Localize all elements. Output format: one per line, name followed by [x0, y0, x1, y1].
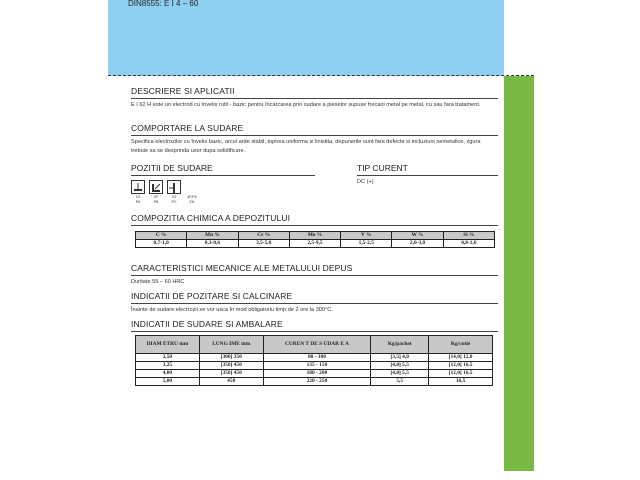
section-title: POZITII DE SUDARE: [131, 163, 213, 173]
position-code-top: 2G: [171, 195, 177, 199]
section-title: DESCRIERE SI APLICATII: [131, 86, 235, 96]
current-type-section: [357, 163, 498, 185]
table-cell: [350] 450: [199, 370, 263, 378]
table-cell: [350] 450: [199, 362, 263, 370]
dashed-divider: [108, 75, 534, 76]
table-cell: 5,00: [136, 378, 200, 386]
section-rule: [357, 175, 498, 176]
green-side-bar: [504, 76, 534, 471]
mechanical-section: [131, 263, 498, 287]
table-cell: 220 - 250: [263, 378, 371, 386]
section-text: Înainte de sudare electrozii se vor usca în mod obligatoriu timp de 2 ore la 300°C.: [131, 307, 333, 313]
column-header: Mn %: [187, 232, 238, 240]
section-rule: [131, 98, 498, 99]
table-cell: 0,3-0,6: [187, 240, 238, 248]
column-header: Cr %: [238, 232, 289, 240]
table-cell: 4,00: [136, 370, 200, 378]
section-rule: [131, 303, 498, 304]
position-icon-en: [185, 180, 199, 204]
table-cell: [300] 350: [199, 354, 263, 362]
table-cell: 1,5-2,5: [341, 240, 392, 248]
welding-packaging-table: [135, 335, 493, 386]
chemistry-table: [135, 231, 495, 248]
flat-position-icon: [131, 180, 145, 194]
chemistry-section: [131, 213, 498, 226]
position-code-bottom: PA: [135, 200, 141, 204]
column-header: Kg/cutie: [429, 336, 493, 354]
position-code-bottom: PC: [171, 200, 177, 204]
welding-section: [131, 319, 498, 332]
section-title: INDICATII DE SUDARE SI AMBALARE: [131, 319, 283, 329]
table-cell: 80 - 100: [263, 354, 371, 362]
table-cell: [14,0] 12,0: [429, 354, 493, 362]
table-cell: [3,5] 4,0: [371, 354, 429, 362]
column-header: Si %: [443, 232, 494, 240]
positions-section: [131, 163, 315, 204]
table-cell: 5,5: [371, 378, 429, 386]
table-header-row: [136, 336, 493, 354]
table-cell: 2,0-3,0: [392, 240, 443, 248]
table-cell: 3,5-5,0: [238, 240, 289, 248]
standard-code: DIN8555: E I 4 – 60: [128, 0, 199, 8]
table-row: [136, 378, 493, 386]
section-text: E I 62 H este un electrod cu învelis rutil - bazic pentru încarcarea prin sudare a pieselor supuse frecarii metal pe metal, cu sau fara tratament.: [131, 102, 481, 108]
section-text: Duritate 55 – 60 HRC: [131, 279, 185, 285]
section-title: CARACTERISTICI MECANICE ALE METALULUI DEPUS: [131, 263, 353, 273]
table-cell: 16,5: [429, 378, 493, 386]
position-code-bottom: EN: [189, 200, 195, 204]
header-band: [108, 0, 504, 76]
position-code-top: 4F/FA: [187, 195, 197, 199]
table-cell: 0,7-1,0: [136, 240, 187, 248]
table-cell: 2,5-9,5: [289, 240, 340, 248]
section-title: TIP CURENT: [357, 163, 408, 173]
description-section: [131, 86, 498, 110]
section-title: COMPOZITIA CHIMICA A DEPOZITULUI: [131, 213, 291, 223]
column-header: CUREN T DE S UDAR E A: [263, 336, 371, 354]
table-cell: [12,0] 16,5: [429, 362, 493, 370]
section-title: INDICATII DE POZITARE SI CALCINARE: [131, 291, 293, 301]
section-rule: [131, 331, 498, 332]
position-icon-pa: [131, 180, 145, 204]
table-cell: 180 - 200: [263, 370, 371, 378]
position-code-top: 2F: [153, 195, 159, 199]
table-cell: 2,50: [136, 354, 200, 362]
table-cell: [4,0] 5,5: [371, 362, 429, 370]
column-header: Mo %: [289, 232, 340, 240]
table-cell: 0,8-1,6: [443, 240, 494, 248]
table-cell: 3,25: [136, 362, 200, 370]
position-icon-pc: [167, 180, 181, 204]
column-header: C %: [136, 232, 187, 240]
table-row: [136, 362, 493, 370]
table-cell: 450: [199, 378, 263, 386]
column-header: W %: [392, 232, 443, 240]
storage-section: [131, 291, 498, 315]
section-rule: [131, 135, 498, 136]
table-row: [136, 240, 495, 248]
section-rule: [131, 275, 498, 276]
current-type-value: DC (+): [357, 179, 374, 185]
column-header: LUNG IME mm: [199, 336, 263, 354]
table-cell: 135 - 150: [263, 362, 371, 370]
table-row: [136, 370, 493, 378]
horizontal-position-icon: [167, 180, 181, 194]
table-cell: [4,0] 5,5: [371, 370, 429, 378]
position-icons: [131, 180, 315, 204]
table-cell: [12,0] 16,5: [429, 370, 493, 378]
section-title: COMPORTARE LA SUDARE: [131, 123, 244, 133]
table-row: [136, 354, 493, 362]
section-text: Specifica electrozilor cu învelis bazic, arcul arde stabil, topirea uniforma si linistita, depunerile sunt fara defecte si incluziuni nemetalice, zgura trebuie sa se desprinda usor dupa solidificare.: [131, 139, 481, 154]
column-header: Kg/pachet: [371, 336, 429, 354]
horizontal-fillet-icon: [149, 180, 163, 194]
table-header-row: [136, 232, 495, 240]
blank-position-slot: [185, 180, 199, 194]
position-icon-pb: [149, 180, 163, 204]
section-rule: [131, 225, 498, 226]
position-code-top: 1G: [135, 195, 141, 199]
position-code-bottom: PB: [153, 200, 159, 204]
column-header: V %: [341, 232, 392, 240]
column-header: DIAM ETRU mm: [136, 336, 200, 354]
behavior-section: [131, 123, 498, 155]
section-rule: [131, 175, 315, 176]
